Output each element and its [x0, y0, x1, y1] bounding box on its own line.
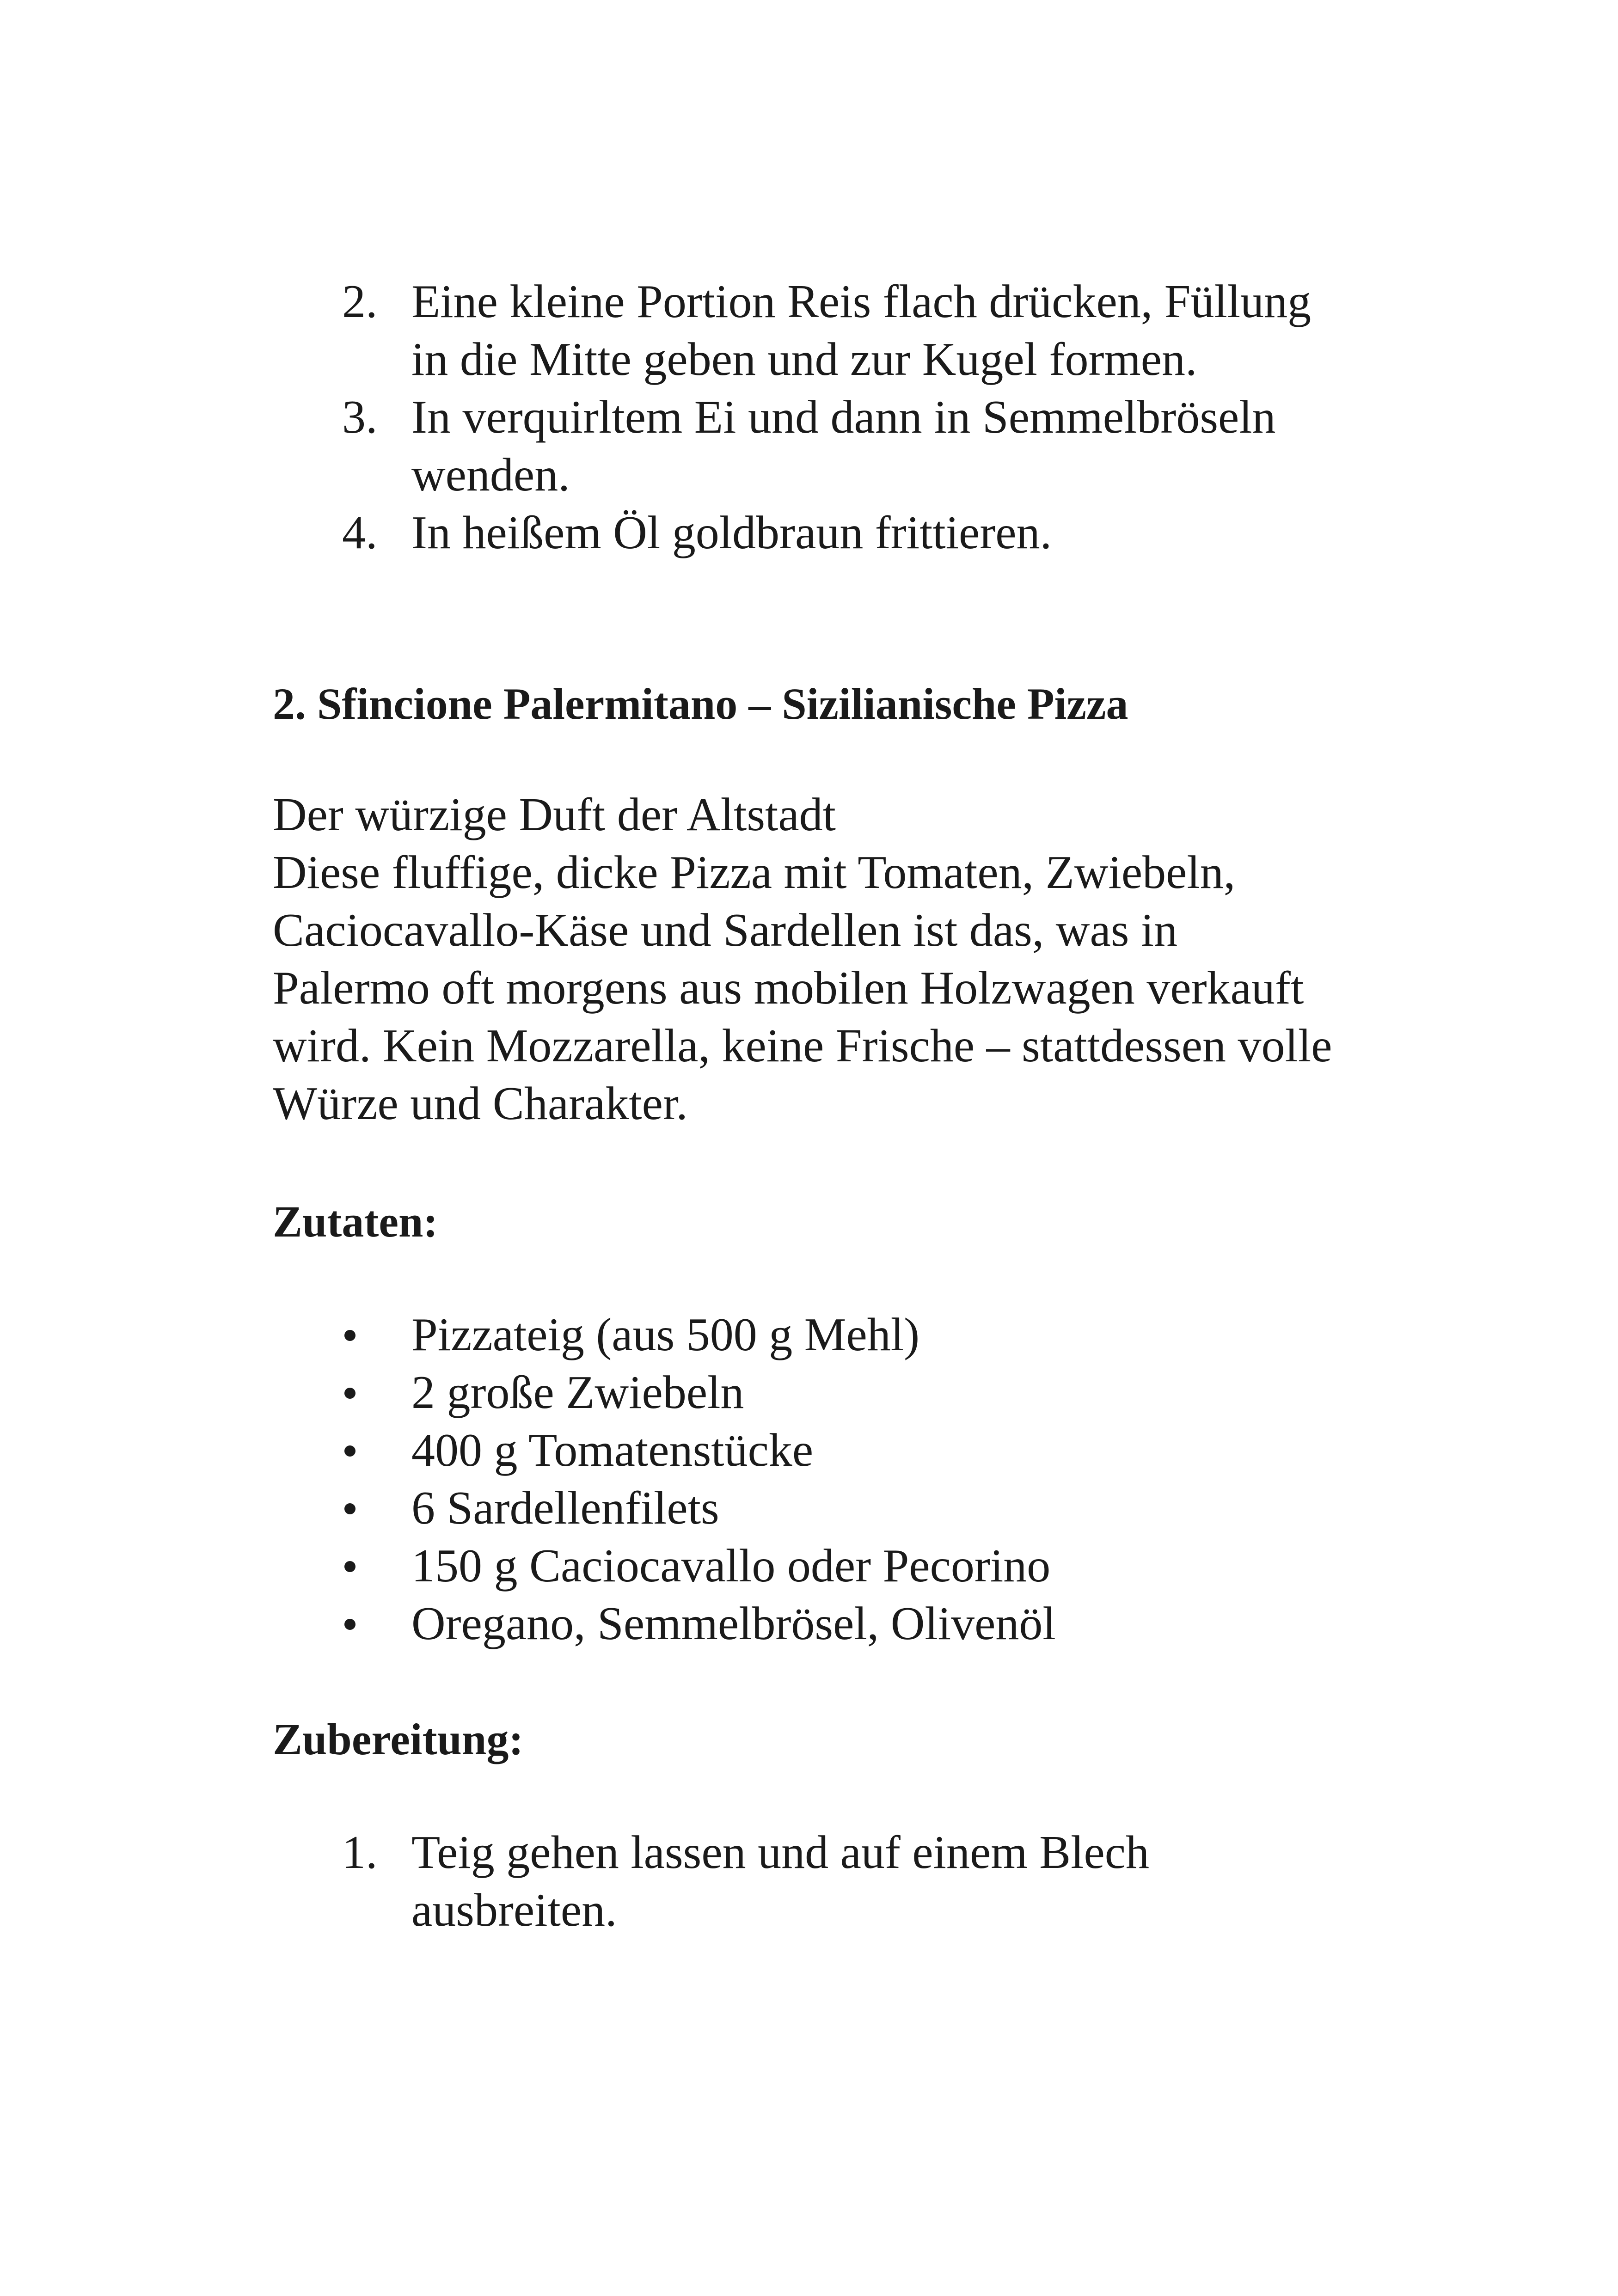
bullet-icon: [344, 1388, 355, 1399]
bullet-icon: [344, 1445, 355, 1457]
step-item: [273, 388, 1336, 504]
bullet-icon: [344, 1503, 355, 1514]
step-text: In heißem Öl goldbraun frittieren.: [411, 507, 1052, 559]
list-item: [273, 1537, 1391, 1595]
ingredients-list: [273, 1306, 1391, 1653]
step-text: Teig gehen lassen und auf einem Blech ausbreiten.: [411, 1826, 1149, 1936]
step-item: [273, 273, 1336, 388]
step-item: [273, 504, 1336, 562]
step-text: In verquirltem Ei und dann in Semmelbröseln wenden.: [411, 391, 1276, 501]
ingredients-heading: Zutaten:: [273, 1197, 438, 1246]
intro-body: Diese fluffige, dicke Pizza mit Tomaten, Zwiebeln, Caciocavallo-Käse und Sardellen ist das, was in Palermo oft morgens aus mobilen Holzwagen verkauft wird. Kein Mozzarella, keine Frische – stattdessen volle Würze und Charakter.: [273, 846, 1332, 1130]
ingredient-text: 2 große Zwiebeln: [411, 1366, 744, 1419]
ingredient-text: 400 g Tomatenstücke: [411, 1424, 814, 1476]
list-item: [273, 1306, 1391, 1364]
bullet-icon: [344, 1561, 355, 1572]
recipe-title: 2. Sfincione Palermitano – Sizilianische Pizza: [273, 679, 1128, 729]
list-item: [273, 1364, 1391, 1421]
bullet-icon: [344, 1330, 355, 1341]
list-item: [273, 1595, 1391, 1653]
list-item: [273, 1479, 1391, 1537]
ingredient-text: Pizzateig (aus 500 g Mehl): [411, 1309, 920, 1361]
preparation-steps: [273, 1824, 1336, 1939]
intro-subtitle: Der würzige Duft der Altstadt: [273, 789, 836, 841]
ingredient-text: Oregano, Semmelbrösel, Olivenöl: [411, 1598, 1056, 1650]
step-number: 4.: [342, 507, 378, 559]
ingredient-text: 150 g Caciocavallo oder Pecorino: [411, 1540, 1051, 1592]
previous-recipe-steps: [273, 273, 1336, 562]
step-text: Eine kleine Portion Reis flach drücken, Füllung in die Mitte geben und zur Kugel formen.: [411, 276, 1312, 386]
step-number: 1.: [342, 1826, 378, 1879]
recipe-intro: [273, 786, 1336, 1133]
ingredient-text: 6 Sardellenfilets: [411, 1482, 719, 1534]
step-item: [273, 1824, 1336, 1939]
step-number: 3.: [342, 391, 378, 443]
step-number: 2.: [342, 276, 378, 328]
list-item: [273, 1421, 1391, 1479]
preparation-heading: Zubereitung:: [273, 1714, 524, 1764]
bullet-icon: [344, 1619, 355, 1630]
